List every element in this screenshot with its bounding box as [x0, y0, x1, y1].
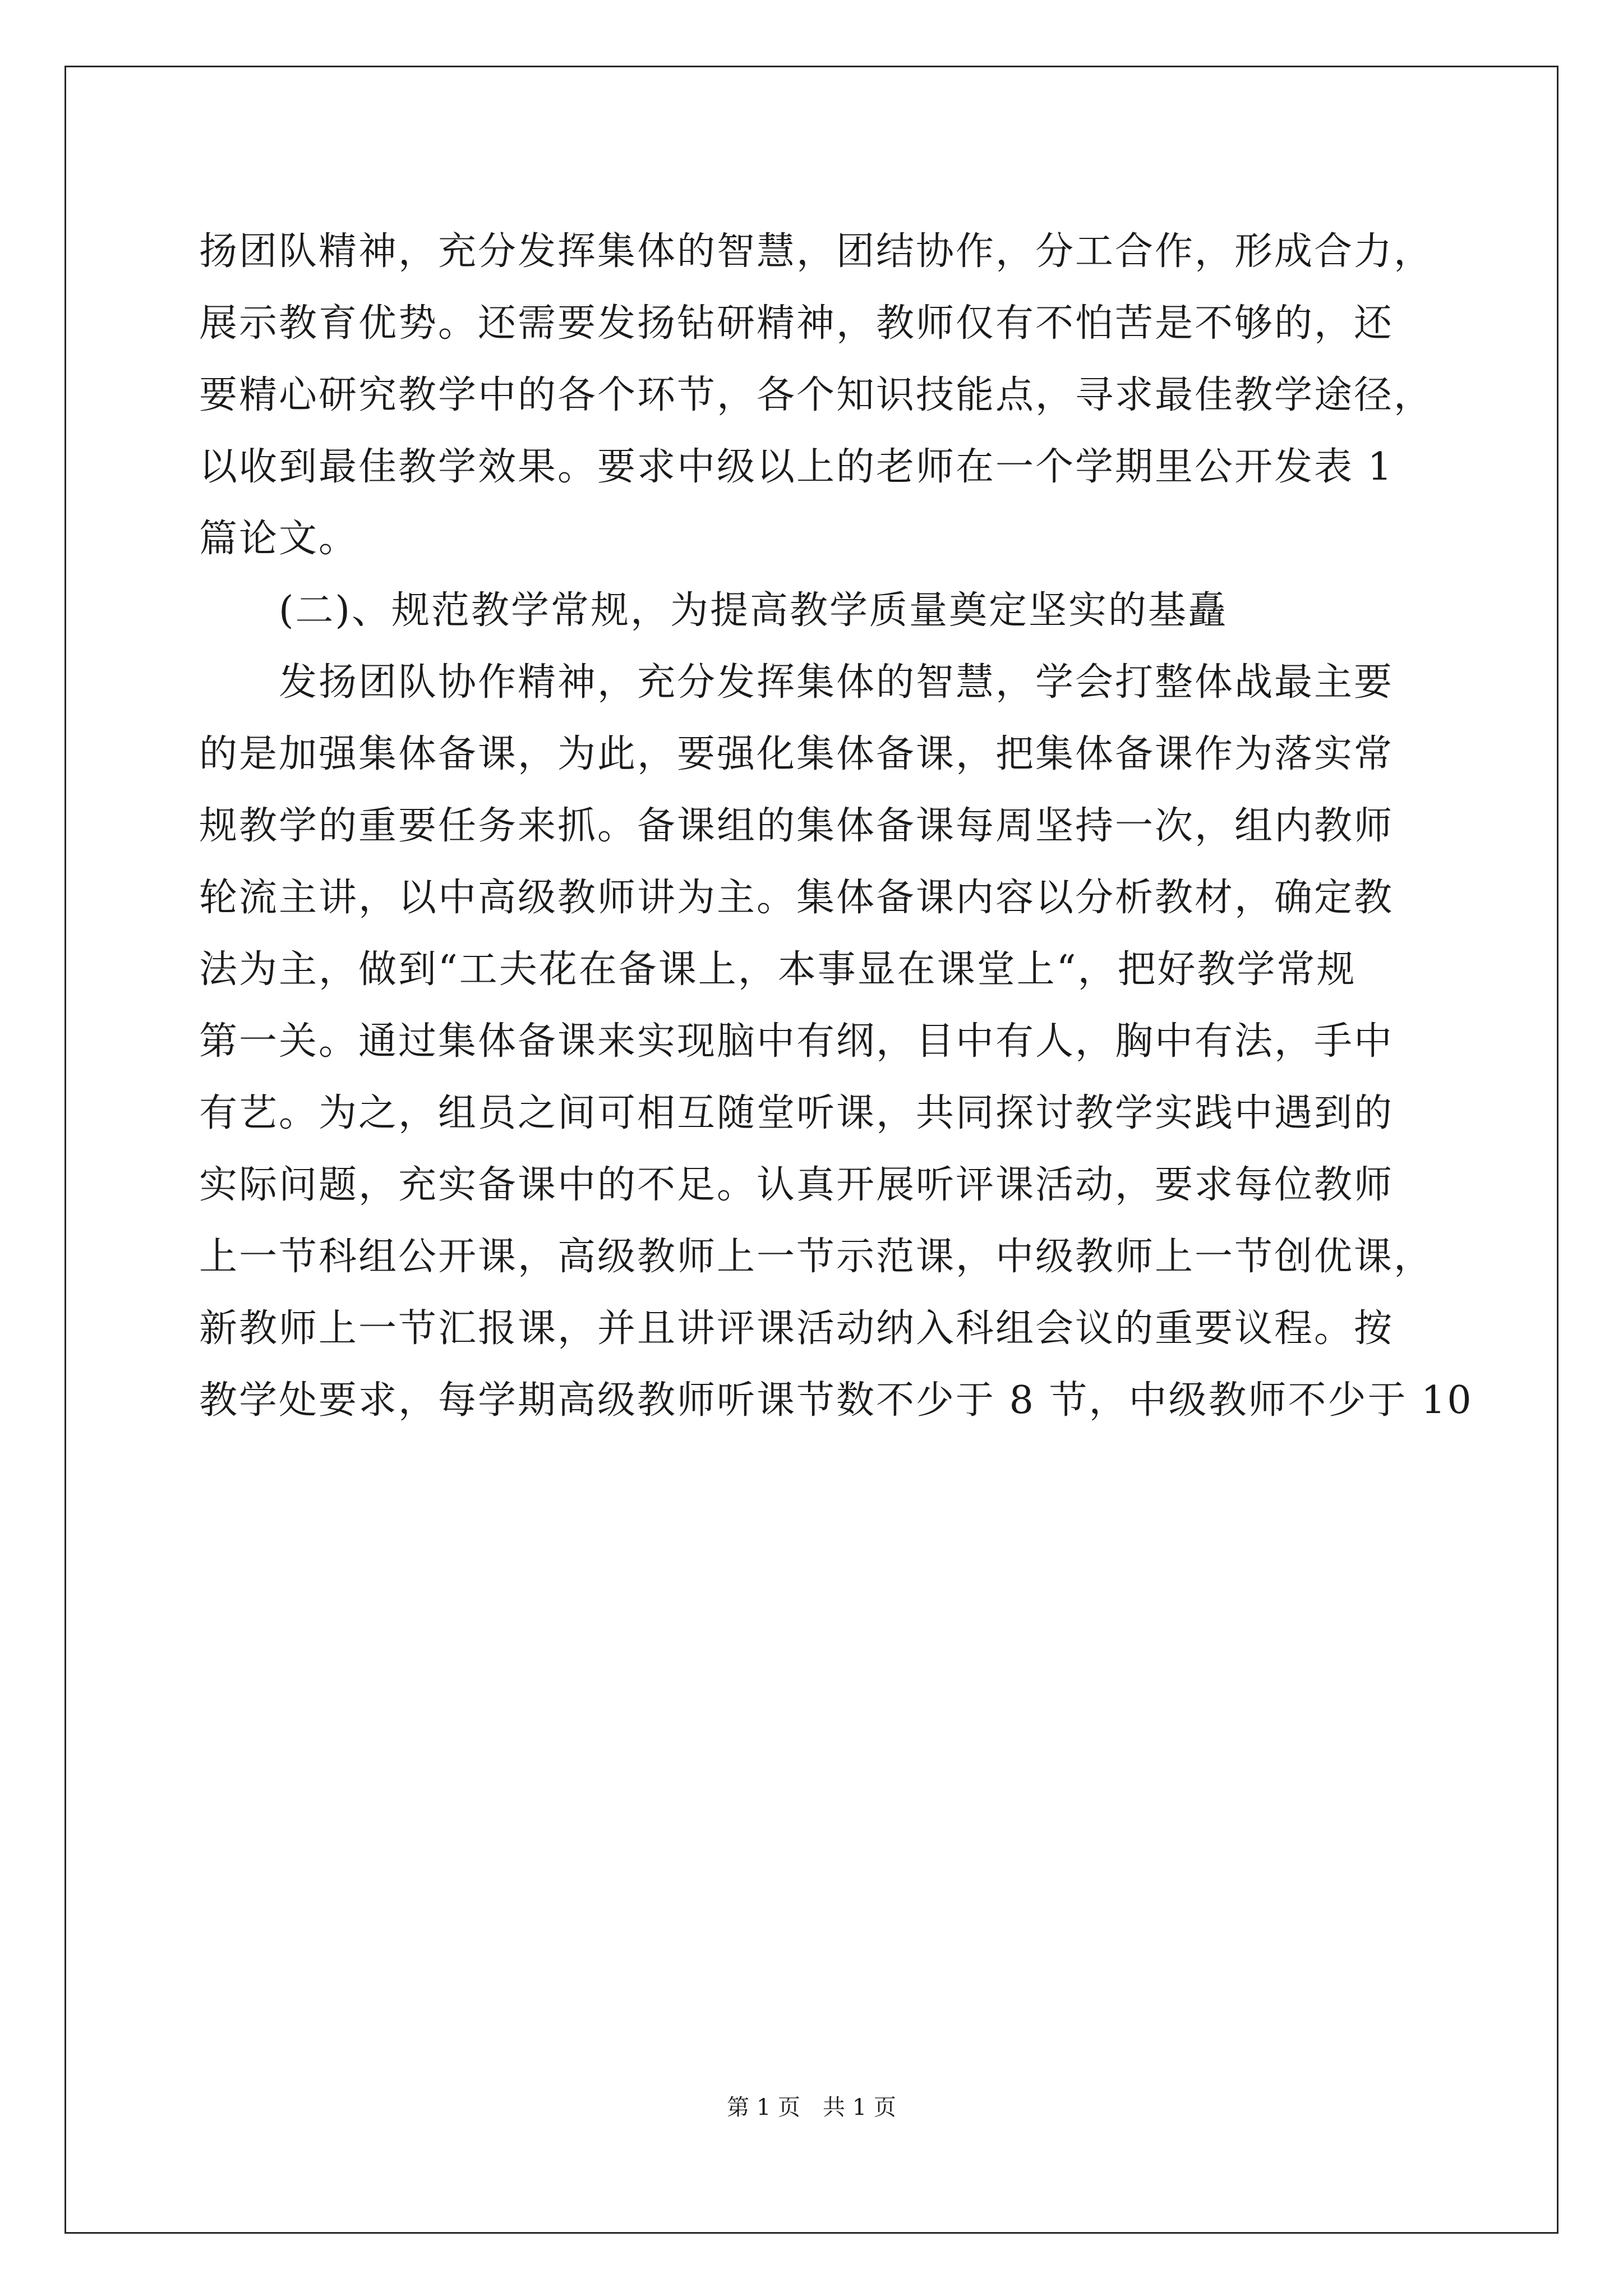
text-line: 篇论文。: [199, 517, 359, 561]
text-line: 实际问题，充实备课中的不足。认真开展听评课活动，要求每位教师: [199, 1163, 1394, 1207]
text-line: 法为主，做到“工夫花在备课上，本事显在课堂上“，把好教学常规: [199, 947, 1357, 992]
text-line: 以收到最佳教学效果。要求中级以上的老师在一个学期里公开发表 1: [199, 445, 1394, 489]
text-line: 第一关。通过集体备课来实现脑中有纲，目中有人，胸中有法，手中: [199, 1019, 1394, 1064]
text-line: 的是加强集体备课，为此，要强化集体备课，把集体备课作为落实常: [199, 732, 1394, 776]
page-footer: 第 1 页 共 1 页: [727, 2095, 896, 2120]
text-line: 展示教育优势。还需要发扬钻研精神，教师仅有不怕苦是不够的，还: [199, 301, 1394, 346]
text-line: 上一节科组公开课，高级教师上一节示范课，中级教师上一节创优课，: [199, 1235, 1434, 1279]
text-line: 有艺。为之，组员之间可相互随堂听课，共同探讨教学实践中遇到的: [199, 1091, 1394, 1135]
text-line: 轮流主讲，以中高级教师讲为主。集体备课内容以分析教材，确定教: [199, 876, 1394, 920]
text-line: 扬团队精神，充分发挥集体的智慧，团结协作，分工合作，形成合力，: [199, 229, 1434, 274]
text-line: 新教师上一节汇报课，并且讲评课活动纳入科组会议的重要议程。按: [199, 1306, 1394, 1351]
document-body: [199, 216, 1483, 1437]
text-line: 教学处要求，每学期高级教师听课节数不少于 8 节，中级教师不少于 10: [199, 1378, 1473, 1423]
text-line: 要精心研究教学中的各个环节，各个知识技能点，寻求最佳教学途径，: [199, 373, 1434, 417]
text-line: 发扬团队协作精神，充分发挥集体的智慧，学会打整体战最主要: [199, 660, 1394, 705]
text-line: 规教学的重要任务来抓。备课组的集体备课每周坚持一次，组内教师: [199, 804, 1394, 848]
section-heading: (二)、规范教学常规，为提高教学质量奠定坚实的基矗: [199, 588, 1228, 633]
